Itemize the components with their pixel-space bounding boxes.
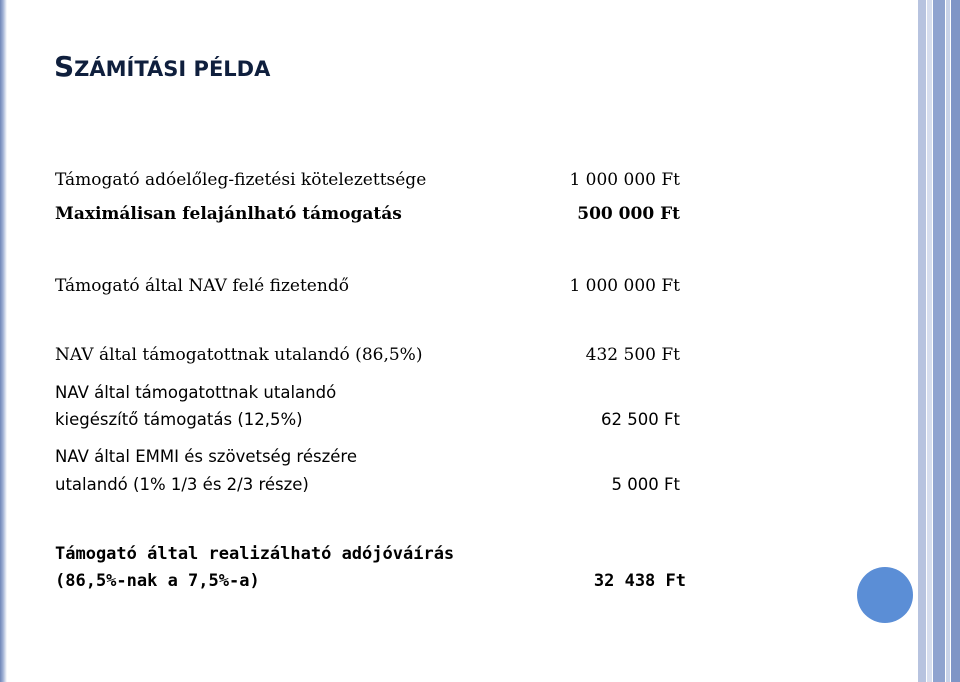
stripe	[946, 0, 950, 682]
row-value-payable-to-nav: 1 000 000 Ft	[569, 276, 680, 296]
row-value-emmi: 5 000 Ft	[611, 475, 680, 494]
row-label-supplementary-line2: kiegészítő támogatás (12,5%)	[55, 410, 303, 429]
row-label-max-support: Maximálisan felajánlható támogatás	[55, 204, 402, 224]
row-label-tax-credit-line2: (86,5%-nak a 7,5%-a)	[55, 571, 260, 591]
row-value-tax-credit: 32 438 Ft	[593, 571, 686, 591]
decorative-circle	[857, 567, 913, 623]
row-value-advance-tax: 1 000 000 Ft	[569, 170, 680, 190]
row-label-advance-tax: Támogató adóelőleg-fizetési kötelezettsége	[55, 170, 427, 190]
row-label-emmi-line1: NAV által EMMI és szövetség részére	[55, 447, 357, 466]
stripe	[927, 0, 932, 682]
right-stripes-decoration	[918, 0, 960, 682]
row-value-supplementary: 62 500 Ft	[601, 410, 680, 429]
title-first-letter: S	[54, 50, 75, 83]
row-label-supplementary-line1: NAV által támogatottnak utalandó	[55, 383, 337, 402]
left-border-decoration	[0, 0, 7, 682]
row-label-payable-to-nav: Támogató által NAV felé fizetendő	[55, 276, 349, 296]
stripe	[933, 0, 945, 682]
row-value-nav-transfer: 432 500 Ft	[585, 345, 680, 365]
row-label-nav-transfer: NAV által támogatottnak utalandó (86,5%)	[55, 345, 423, 365]
row-label-emmi-line2: utalandó (1% 1/3 és 2/3 része)	[55, 475, 309, 494]
row-value-max-support: 500 000 Ft	[577, 204, 680, 224]
stripe	[951, 0, 960, 682]
stripe	[918, 0, 926, 682]
title-rest: ZÁMÍTÁSI PÉLDA	[74, 57, 271, 81]
page-title	[54, 50, 270, 83]
row-label-tax-credit-line1: Támogató által realizálható adójóváírás	[55, 544, 455, 564]
